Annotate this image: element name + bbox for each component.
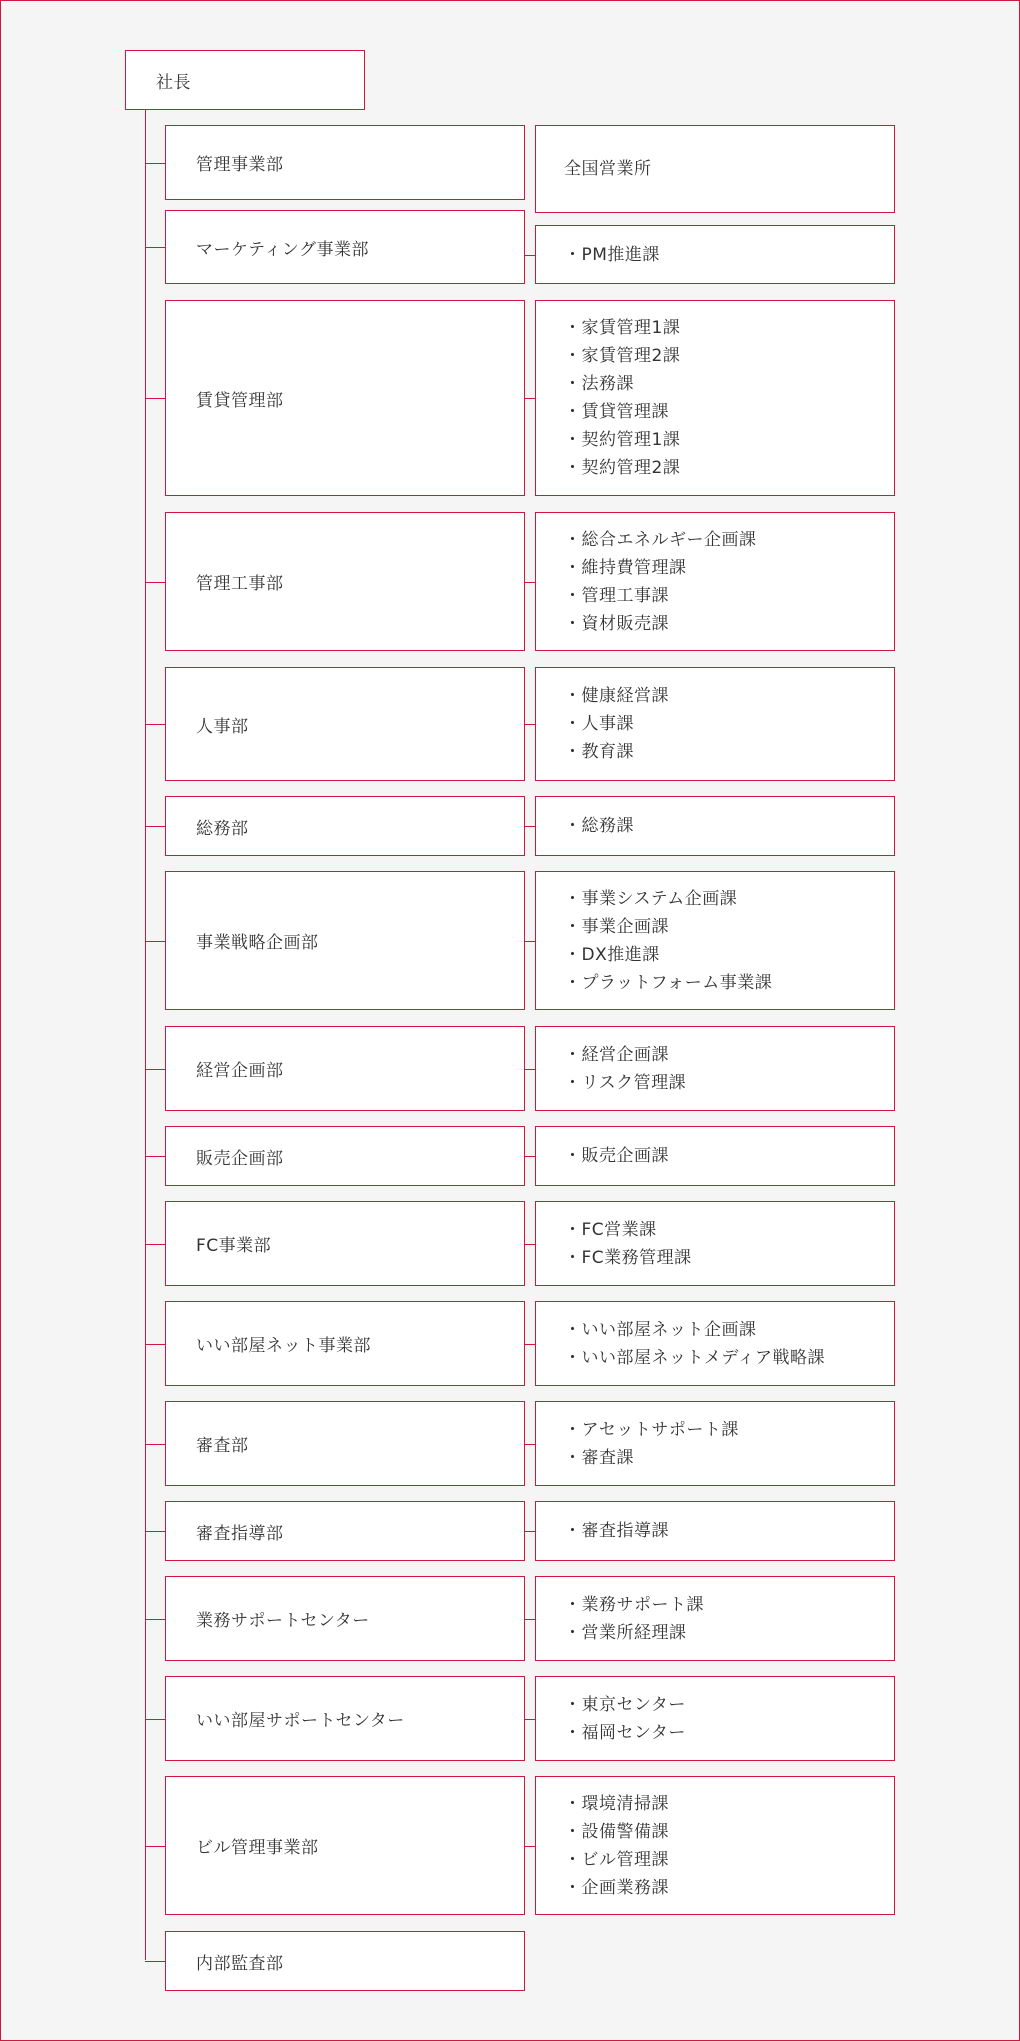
department-connector [145,1719,165,1720]
note-label: 全国営業所 [564,159,652,179]
section-item: ・福岡センター [564,1722,686,1743]
section-item: ・プラットフォーム事業課 [564,972,773,993]
section-item: ・賃貸管理課 [564,402,669,422]
department-box [165,796,525,856]
section-item: ・FC営業課 [564,1219,657,1240]
section-connector [525,1069,535,1070]
section-box [535,1576,895,1661]
department-label: 審査部 [196,1436,249,1456]
department-box [165,1401,525,1486]
section-connector [525,1619,535,1620]
department-box [165,210,525,284]
department-box [165,667,525,781]
section-item: ・設備警備課 [564,1821,669,1842]
section-item: ・販売企画課 [564,1146,669,1166]
section-item: ・営業所経理課 [564,1622,687,1643]
department-connector [145,1344,165,1345]
section-item: ・家賃管理2課 [564,346,681,366]
section-item: ・審査指導課 [564,1521,669,1541]
department-connector [145,1531,165,1532]
section-item: ・事業システム企画課 [564,888,738,909]
section-item: ・資材販売課 [564,613,669,634]
department-connector [145,941,165,942]
section-box [535,1676,895,1761]
section-box [535,1026,895,1111]
section-item: ・総務課 [564,816,634,836]
department-label: 総務部 [196,818,249,839]
section-item: ・東京センター [564,1694,686,1715]
root-box [125,50,365,110]
department-connector [145,1444,165,1445]
department-label: いい部屋ネット事業部 [196,1336,371,1356]
section-box [535,1401,895,1486]
department-connector [145,1961,165,1962]
department-connector [145,398,165,399]
department-box [165,300,525,496]
section-item: ・FC業務管理課 [564,1247,692,1268]
section-connector [525,1846,535,1847]
section-box [535,667,895,781]
department-label: 人事部 [196,716,249,737]
section-item: ・契約管理1課 [564,430,681,450]
section-connector [525,1244,535,1245]
department-box [165,1026,525,1111]
section-box [535,300,895,496]
section-item: ・人事課 [564,714,634,734]
department-connector [145,582,165,583]
section-item: ・企画業務課 [564,1877,669,1898]
department-label: 経営企画部 [196,1061,284,1081]
section-box [535,796,895,856]
section-connector [525,941,535,942]
department-connector [145,247,165,248]
section-connector [525,398,535,399]
department-box [165,1126,525,1186]
department-connector [145,1156,165,1157]
department-box [165,512,525,651]
section-item: ・いい部屋ネットメディア戦略課 [564,1347,825,1368]
department-box [165,1201,525,1286]
section-box [535,1201,895,1286]
section-item: ・DX推進課 [564,944,660,965]
section-item: ・経営企画課 [564,1044,669,1065]
section-item: ・法務課 [564,374,634,394]
section-item: ・維持費管理課 [564,557,687,578]
department-connector [145,163,165,164]
section-box [535,871,895,1010]
section-box [535,1501,895,1561]
section-connector [525,1344,535,1345]
section-connector [525,826,535,827]
department-connector [145,724,165,725]
department-box [165,1931,525,1991]
department-box [165,1576,525,1661]
section-item: ・業務サポート課 [564,1594,704,1615]
section-item: ・環境清掃課 [564,1793,669,1814]
section-box [535,1126,895,1186]
section-item: ・審査課 [564,1447,634,1468]
department-connector [145,1069,165,1070]
section-item: ・いい部屋ネット企画課 [564,1319,757,1340]
department-box [165,1301,525,1386]
section-item: ・総合エネルギー企画課 [564,529,757,550]
section-box [535,1301,895,1386]
section-item: ・管理工事課 [564,585,669,606]
section-connector [525,1156,535,1157]
department-connector [145,1846,165,1847]
department-connector [145,826,165,827]
section-connector [525,1444,535,1445]
section-item: ・健康経営課 [564,686,669,706]
section-connector [525,724,535,725]
section-item: ・アセットサポート課 [564,1419,739,1440]
department-label: 審査指導部 [196,1523,284,1544]
department-box [165,871,525,1010]
note-box [535,125,895,213]
department-label: FC事業部 [196,1236,272,1256]
department-label: 内部監査部 [196,1953,284,1974]
section-connector [525,1719,535,1720]
department-box [165,1676,525,1761]
department-box [165,1776,525,1915]
section-box [535,1776,895,1915]
section-connector [525,582,535,583]
section-box [535,225,895,284]
section-item: ・リスク管理課 [564,1072,687,1093]
department-label: いい部屋サポートセンター [196,1711,405,1731]
department-label: 業務サポートセンター [196,1611,370,1631]
department-label: マーケティング事業部 [196,239,369,260]
section-item: ・契約管理2課 [564,458,681,478]
root-label: 社長 [156,72,191,93]
department-label: 管理工事部 [196,574,284,594]
department-label: 賃貸管理部 [196,390,284,411]
section-item: ・事業企画課 [564,916,669,937]
department-label: ビル管理事業部 [196,1838,319,1858]
department-label: 事業戦略企画部 [196,933,319,953]
department-label: 管理事業部 [196,155,284,175]
section-item: ・教育課 [564,742,634,762]
department-box [165,125,525,200]
department-label: 販売企画部 [196,1148,284,1169]
trunk-connector [145,110,146,1960]
section-item: ・ビル管理課 [564,1849,669,1870]
department-connector [145,1619,165,1620]
section-connector [525,255,535,256]
section-item: ・PM推進課 [564,244,660,265]
department-connector [145,1244,165,1245]
department-box [165,1501,525,1561]
section-connector [525,1531,535,1532]
section-item: ・家賃管理1課 [564,318,681,338]
section-box [535,512,895,651]
